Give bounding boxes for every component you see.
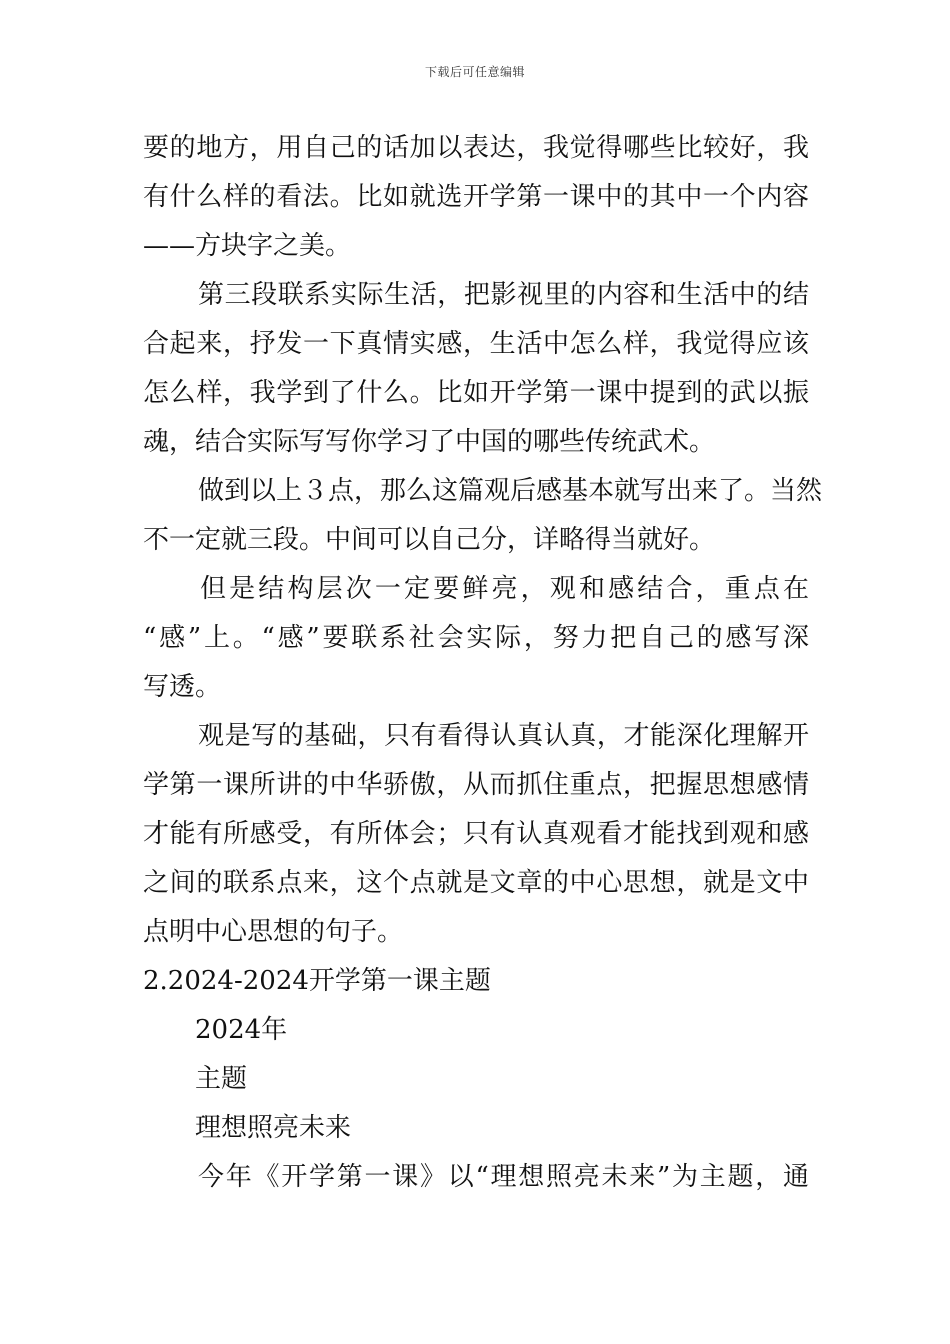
paragraph-line: 不一定就三段。中间可以自己分，详略得当就好。	[143, 525, 716, 555]
paragraph-line: 第三段联系实际生活，把影视里的内容和生活中的结	[198, 280, 809, 310]
paragraph-line: 观是写的基础，只有看得认真认真，才能深化理解开	[198, 721, 809, 751]
theme-title: 理想照亮未来	[195, 1113, 352, 1143]
section-heading: 2.2024-2024开学第一课主题	[143, 966, 491, 996]
paragraph-line: 写透。	[143, 672, 222, 702]
paragraph-line: 今年《开学第一课》以“理想照亮未来”为主题，通	[198, 1162, 809, 1192]
paragraph-line: 之间的联系点来，这个点就是文章的中心思想，就是文中	[143, 868, 809, 898]
paragraph-line: 要的地方，用自己的话加以表达，我觉得哪些比较好，我	[143, 133, 809, 163]
paragraph-line: 合起来，抒发一下真情实感，生活中怎么样，我觉得应该	[143, 329, 809, 359]
paragraph-line: 学第一课所讲的中华骄傲，从而抓住重点，把握思想感情	[143, 770, 809, 800]
page-header: 下载后可任意编辑	[424, 65, 525, 79]
paragraph-line: 魂，结合实际写写你学习了中国的哪些传统武术。	[143, 427, 716, 457]
paragraph-line: 才能有所感受，有所体会；只有认真观看才能找到观和感	[143, 819, 809, 849]
paragraph-line: “感”上。“感”要联系社会实际，努力把自己的感写深	[143, 623, 809, 653]
paragraph-line: 点明中心思想的句子。	[143, 917, 404, 947]
paragraph-line: 怎么样，我学到了什么。比如开学第一课中提到的武以振	[143, 378, 809, 408]
document-body	[143, 124, 823, 1202]
paragraph-line: 有什么样的看法。比如就选开学第一课中的其中一个内容	[143, 182, 809, 212]
paragraph-line: ——方块字之美。	[143, 231, 352, 261]
theme-label: 主题	[195, 1064, 248, 1094]
paragraph-line: 但是结构层次一定要鲜亮，观和感结合，重点在	[200, 574, 809, 604]
paragraph-line: 做到以上３点，那么这篇观后感基本就写出来了。当然	[198, 476, 823, 506]
year-label: 2024年	[195, 1015, 288, 1045]
